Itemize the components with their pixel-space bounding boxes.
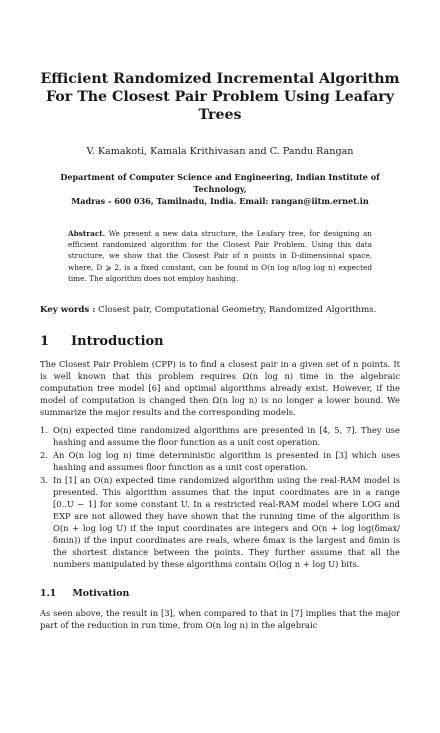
section-heading: [40, 334, 400, 349]
abstract-label: Abstract.: [68, 229, 106, 238]
list-item: [40, 474, 400, 570]
section-title: Introduction: [71, 334, 164, 350]
subsection-number: 1.1: [40, 588, 57, 600]
motivation-paragraph: As seen above, the result in [3], when compared to that in [7] implies that the major part of the reduction in run time, from O(n log n) in the algebraic: [40, 608, 400, 631]
list-item: [40, 449, 400, 473]
list-item-number: 1.: [40, 425, 48, 436]
intro-paragraph: The Closest Pair Problem (CPP) is to find a closest pair in a given set of n points. It is well known that this problem requires Ω(n log n) time in the algebraic computation tree model [6] and optimal algorithms already exist. However, if the model of computation is changed then Ω(n log n) is no longer a lower bound. We summarize the major results and the corresponding models.: [40, 359, 400, 418]
keywords: [40, 305, 400, 315]
affiliation-line-2: Madras - 600 036, Tamilnadu, India. Email: rangan@iitm.ernet.in: [71, 196, 369, 206]
keywords-text: Closest pair, Computational Geometry, Randomized Algorithms.: [98, 305, 377, 316]
section-number: 1: [40, 334, 50, 350]
list-item-text: O(n) expected time randomized algorithms are presented in [4, 5, 7]. They use hashing and assume the floor function as a unit cost operation.: [53, 425, 400, 448]
keywords-label: Key words :: [40, 305, 96, 316]
paper-title: Efficient Randomized Incremental Algorithm For The Closest Pair Problem Using Leafary Trees: [40, 71, 400, 123]
list-item: [40, 424, 400, 448]
list-item-number: 3.: [40, 475, 48, 486]
author-list: V. Kamakoti, Kamala Krithivasan and C. Pandu Rangan: [86, 146, 354, 157]
abstract: [68, 228, 372, 284]
subsection-heading: [40, 588, 400, 599]
affiliation: [40, 171, 400, 207]
list-item-number: 2.: [40, 450, 48, 461]
paper-page: [0, 70, 440, 733]
list-item-text: An O(n log log n) time deterministic algorithm is presented in [3] which uses hashing and assumes floor function as a unit cost operation.: [53, 450, 400, 473]
affiliation-line-1: Department of Computer Science and Engineering, Indian Institute of Technology,: [60, 172, 380, 194]
abstract-text: We present a new data structure, the Leafary tree, for designing an efficient randomized algorithm for the Closest Pair Problem. Using this data structure, we show that the Closest Pair of n points in D-dimensional space, where, D ⩾ 2, is a fixed constant, can be found in O(n log n/log log n) expected time. The algorithm does not employ hashing.: [68, 229, 372, 283]
subsection-title: Motivation: [72, 588, 130, 600]
list-item-text: In [1] an O(n) expected time randomized algorithm using the real-RAM model is presented. This algorithm assumes that the input coordinates are in a range [0..U − 1] for some constant U. In a restricted real-RAM model where LOG and EXP are not allowed they have shown that the running time of the algorithm is O(n + log log U) if the input coordinates are integers and O(n + log log(δmax/δmin)) if the input coordinates are reals, where δmax is the largest and δmin is the shortest distance between the points. They further assume that all the numbers manipulated by these algorithms contain O(log n + log U) bits.: [53, 475, 400, 570]
results-list: [40, 424, 400, 570]
